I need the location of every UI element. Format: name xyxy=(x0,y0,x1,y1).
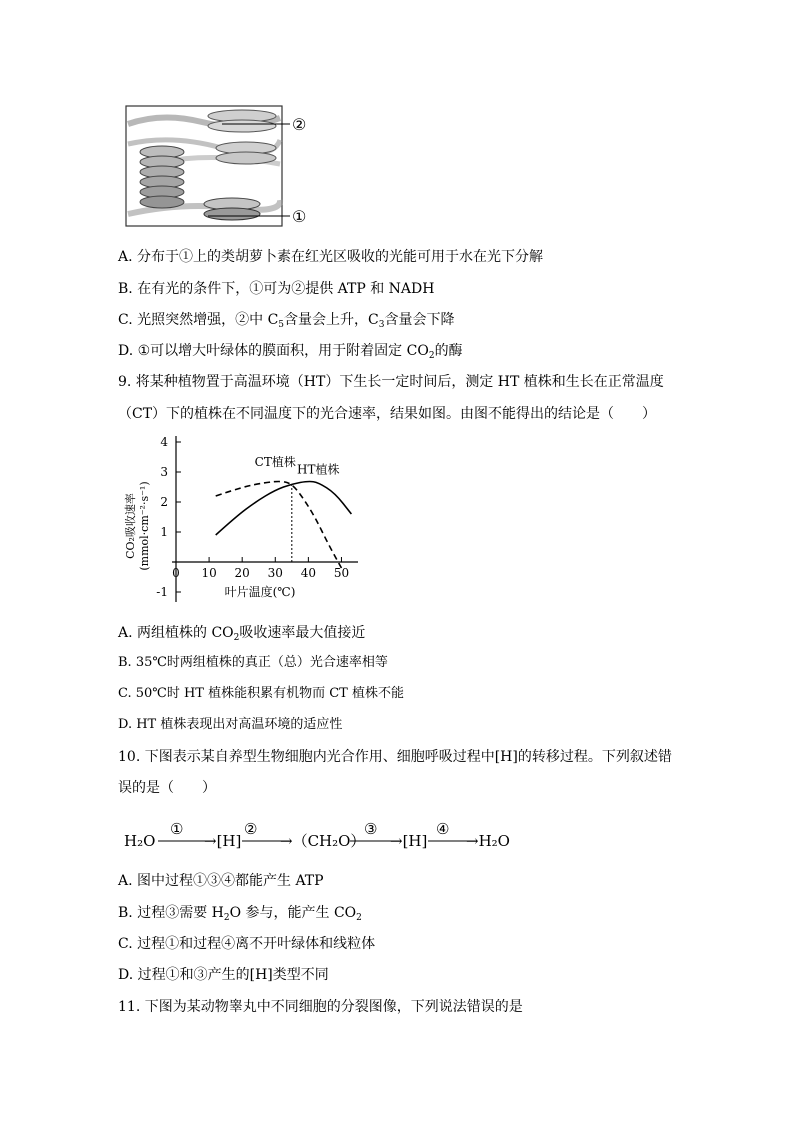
q10-option-b-text: B. 过程③需要 H xyxy=(118,905,224,921)
series-line-ct xyxy=(216,482,342,569)
subscript: 5 xyxy=(278,320,285,330)
subscript: 3 xyxy=(378,320,385,330)
q9-option-c: C. 50℃时 HT 植株能积累有机物而 CT 植株不能 xyxy=(118,686,404,701)
eq-ch2o: →（CH₂O） xyxy=(280,832,366,850)
q10-stem-line1: 10. 下图表示某自养型生物细胞内光合作用、细胞呼吸过程中[H]的转移过程。下列叙述错 xyxy=(118,749,672,765)
q10-option-b xyxy=(118,903,362,923)
x-tick-label: 10 xyxy=(201,566,217,580)
eq-h-1: →[H] xyxy=(204,832,242,850)
eq-h2o-start: H₂O xyxy=(124,832,156,850)
q8-option-a: A. 分布于①上的类胡萝卜素在红光区吸收的光能可用于水在光下分解 xyxy=(118,249,544,265)
co2-uptake-chart xyxy=(120,430,370,610)
q8-option-c-text: C. 光照突然增强，②中 C xyxy=(118,312,279,328)
q9-option-b: B. 35℃时两组植株的真正（总）光合速率相等 xyxy=(118,655,388,670)
series-label: CT植株 xyxy=(254,455,296,469)
q9-option-a xyxy=(118,623,365,643)
subscript: 2 xyxy=(223,913,230,923)
q10-option-c: C. 过程①和过程④离不开叶绿体和线粒体 xyxy=(118,936,376,952)
x-tick-label: 20 xyxy=(234,566,250,580)
chloroplast-figure xyxy=(122,104,322,230)
q10-option-b-text: O 参与，能产生 CO xyxy=(229,905,357,921)
q8-option-d-text: 的酶 xyxy=(434,343,463,359)
q9-option-a-text: 吸收速率最大值接近 xyxy=(239,625,366,641)
q8-option-b: B. 在有光的条件下，①可为②提供 ATP 和 NADH xyxy=(118,281,435,297)
q8-option-d xyxy=(118,341,463,361)
q9-stem-line2: （CT）下的植株在不同温度下的光合速率，结果如图。由图不能得出的结论是（ ） xyxy=(118,406,657,422)
q8-option-d-text: D. ①可以增大叶绿体的膜面积，用于附着固定 CO xyxy=(118,343,429,359)
eq-step-1: ① xyxy=(170,820,184,838)
eq-h2o-end: →H₂O xyxy=(466,832,510,850)
q8-option-c-text: 含量会下降 xyxy=(384,312,455,328)
q10-stem-line2: 误的是（ ） xyxy=(118,780,216,796)
q10-option-a: A. 图中过程①③④都能产生 ATP xyxy=(118,873,324,889)
h-transfer-equation xyxy=(124,818,644,858)
eq-h-2: →[H] xyxy=(390,832,428,850)
y-tick-label: 3 xyxy=(160,465,168,479)
series-label: HT植株 xyxy=(297,462,340,477)
x-tick-label: 40 xyxy=(300,566,317,580)
x-axis-label: 叶片温度(℃) xyxy=(224,585,296,599)
y-tick-label: 4 xyxy=(160,435,168,449)
q8-option-c-text: 含量会上升，C xyxy=(284,312,379,328)
q8-option-c xyxy=(118,310,454,330)
y-tick-label: -1 xyxy=(156,585,168,599)
y-tick-label: 2 xyxy=(160,495,168,509)
y-tick-label: 1 xyxy=(160,525,168,539)
subscript: 2 xyxy=(233,633,240,643)
x-tick-label: 0 xyxy=(172,566,180,580)
q9-option-a-text: A. 两组植株的 CO xyxy=(118,625,234,641)
subscript: 2 xyxy=(356,913,362,923)
eq-step-4: ④ xyxy=(436,820,450,838)
q10-option-d: D. 过程①和③产生的[H]类型不同 xyxy=(118,967,329,983)
q9-option-d: D. HT 植株表现出对高温环境的适应性 xyxy=(118,717,343,732)
figure-label-2: ② xyxy=(292,115,307,134)
y-axis-label-line2: (mmol·cm⁻²·s⁻¹) xyxy=(138,481,151,571)
figure-label-1: ① xyxy=(292,207,307,226)
eq-step-2: ② xyxy=(244,820,258,838)
x-tick-label: 50 xyxy=(333,566,350,580)
y-axis-label-line1: CO₂吸收速率 xyxy=(124,493,137,559)
x-tick-label: 30 xyxy=(267,566,283,580)
subscript: 2 xyxy=(428,351,435,361)
q11-stem-line1: 11. 下图为某动物睾丸中不同细胞的分裂图像，下列说法错误的是 xyxy=(118,999,523,1015)
eq-step-3: ③ xyxy=(364,820,378,838)
q9-stem-line1: 9. 将某种植物置于高温环境（HT）下生长一定时间后，测定 HT 植株和生长在正常温度 xyxy=(118,374,664,390)
